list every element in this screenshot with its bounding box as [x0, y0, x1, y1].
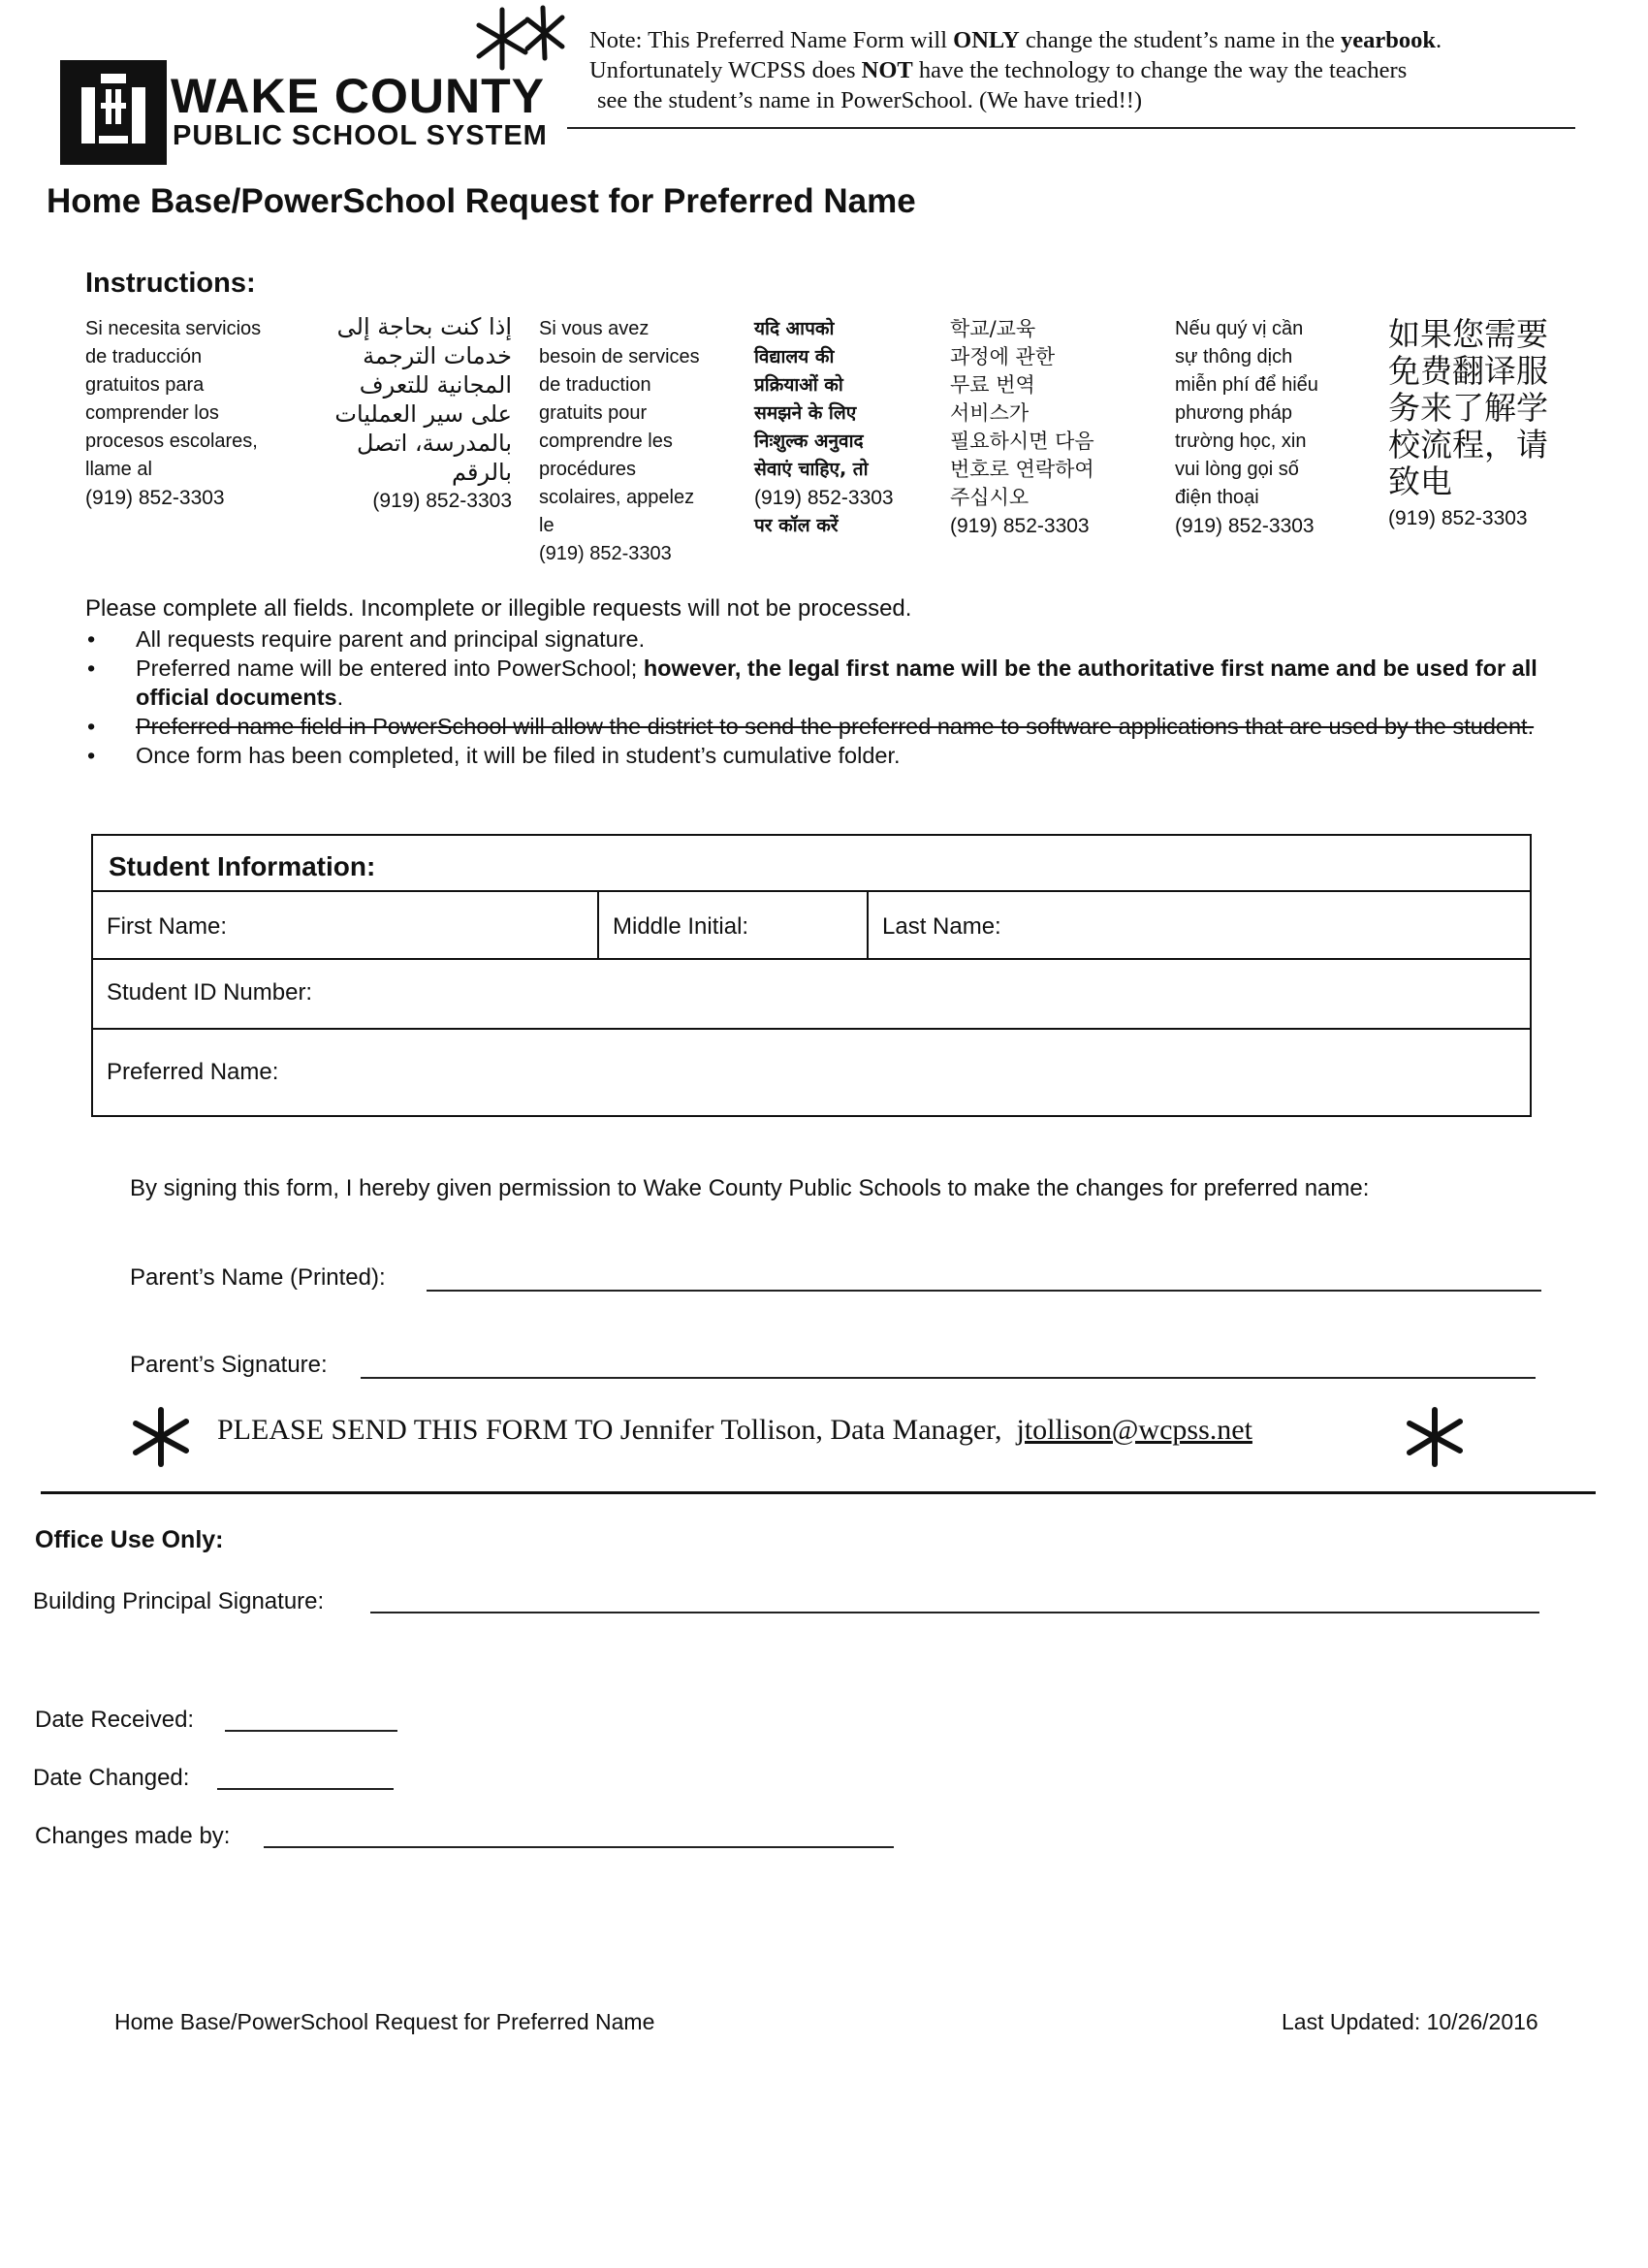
handwritten-asterisk-icon	[1404, 1406, 1466, 1468]
instructions-korean: 학교/교육 과정에 관한 무료 번역 서비스가 필요하시면 다음 번호로 연락하여 주십시오 (919) 852-3303	[950, 317, 1094, 537]
student-info-header	[93, 836, 1530, 892]
date-received-line[interactable]	[225, 1730, 397, 1732]
page-title: Home Base/PowerSchool Request for Preferred Name	[47, 182, 916, 220]
note-line-2: Unfortunately WCPSS does NOT have the technology to change the way the teachers	[589, 57, 1408, 83]
note-divider	[567, 127, 1575, 129]
name-row	[93, 892, 1530, 960]
instructions-french: Si vous avez besoin de services de traduction gratuits pour comprendre les procédures scolaires, appelez le (919) 852-3303	[539, 318, 700, 564]
parent-signature-label: Parent’s Signature:	[130, 1352, 328, 1378]
section-divider	[41, 1491, 1596, 1494]
note-line-3: see the student’s name in PowerSchool. (We have tried!!)	[597, 87, 1143, 113]
student-id-label: Student ID Number:	[107, 979, 313, 1006]
logo-subtitle: PUBLIC SCHOOL SYSTEM	[173, 120, 548, 151]
instructions-arabic: إذا كنت بحاجة إلى خدمات الترجمة المجانية للتعرف على سير العمليات بالمدرسة، اتصل بالرقم (919) 852-3303	[334, 313, 512, 512]
handwritten-asterisk-icon	[130, 1406, 192, 1468]
parent-name-label: Parent’s Name (Printed):	[130, 1264, 386, 1291]
changes-made-by-line[interactable]	[264, 1846, 894, 1848]
instructions-hindi: यदि आपको विद्यालय की प्रक्रियाओं को समझने के लिए निःशुल्क अनुवाद सेवाएं चाहिए, तो (919) 852-3303 पर कॉल करें	[754, 318, 894, 536]
student-id-field[interactable]	[93, 960, 1530, 1030]
completion-notice: Please complete all fields. Incomplete or illegible requests will not be processed.	[85, 595, 912, 622]
send-form-instruction: PLEASE SEND THIS FORM TO Jennifer Tollison, Data Manager, jtollison@wcpss.net	[217, 1414, 1252, 1446]
list-item: • All requests require parent and principal signature.	[136, 624, 1541, 654]
student-info-table	[91, 834, 1532, 1117]
date-received-label: Date Received:	[35, 1707, 195, 1733]
first-name-field[interactable]	[93, 892, 599, 958]
last-name-field[interactable]	[869, 892, 1528, 958]
middle-initial-field[interactable]	[599, 892, 869, 958]
wcpss-logo-icon	[60, 60, 167, 165]
principal-signature-line[interactable]	[370, 1612, 1539, 1613]
student-info-heading: Student Information:	[109, 851, 376, 881]
principal-signature-label: Building Principal Signature:	[33, 1588, 325, 1614]
footer-title: Home Base/PowerSchool Request for Preferred Name	[114, 2009, 655, 2034]
list-item: • Preferred name will be entered into PowerSchool; however, the legal first name will be the authoritative first name and be used for all official documents.	[136, 654, 1541, 712]
parent-signature-line[interactable]	[361, 1377, 1536, 1379]
preferred-name-label: Preferred Name:	[107, 1059, 279, 1085]
yearbook-note	[589, 25, 1588, 115]
first-name-label: First Name:	[107, 913, 228, 940]
note-line-1: Note: This Preferred Name Form will ONLY change the student’s name in the yearbook.	[589, 27, 1442, 53]
requirements-list	[136, 624, 1541, 770]
instructions-heading: Instructions:	[85, 268, 256, 299]
logo-title: WAKE COUNTY	[171, 69, 545, 123]
handwritten-asterisk-icon	[473, 4, 570, 81]
instructions-vietnamese: Nếu quý vị cần sự thông dịch miễn phí để hiểu phương pháp trường học, xin vui lòng gọi số điện thoại (919) 852-3303	[1175, 318, 1318, 537]
instructions-chinese: 如果您需要 免费翻译服 务来了解学 校流程，请 致电 (919) 852-3303	[1388, 315, 1548, 529]
office-use-heading: Office Use Only:	[35, 1526, 224, 1553]
list-item: • Preferred name field in PowerSchool will allow the district to send the preferred name to software applications that are used by the student.	[136, 712, 1541, 741]
email-link[interactable]: jtollison@wcpss.net	[1016, 1414, 1252, 1446]
date-changed-line[interactable]	[217, 1788, 394, 1790]
footer-updated: Last Updated: 10/26/2016	[1282, 2009, 1538, 2034]
parent-name-line[interactable]	[427, 1290, 1541, 1292]
preferred-name-field[interactable]	[93, 1030, 1530, 1115]
instructions-spanish: Si necesita servicios de traducción gratuitos para comprender los procesos escolares, llame al (919) 852-3303	[85, 318, 262, 509]
consent-statement: By signing this form, I hereby given permission to Wake County Public Schools to make the changes for preferred name:	[130, 1175, 1370, 1201]
last-name-label: Last Name:	[882, 913, 1001, 940]
date-changed-label: Date Changed:	[33, 1765, 190, 1791]
changes-made-by-label: Changes made by:	[35, 1823, 231, 1849]
list-item: • Once form has been completed, it will be filed in student’s cumulative folder.	[136, 741, 1541, 770]
middle-initial-label: Middle Initial:	[613, 913, 749, 940]
